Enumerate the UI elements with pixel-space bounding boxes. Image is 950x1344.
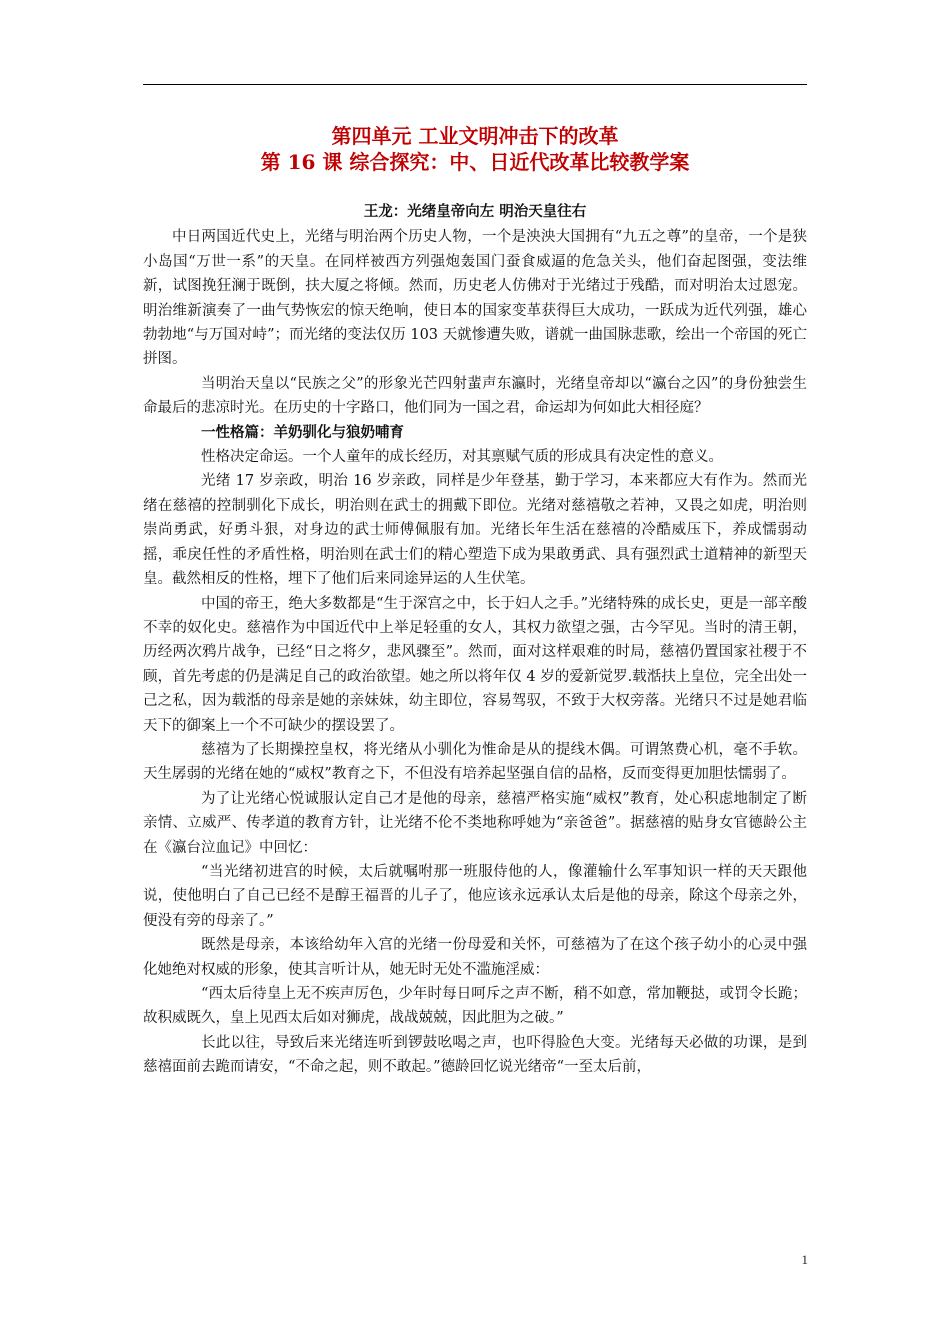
header-rule: [143, 84, 807, 85]
unit-title: 第四单元 工业文明冲击下的改革: [331, 124, 619, 148]
section-heading: 一性格篇：羊奶驯化与狼奶哺育: [201, 423, 404, 441]
body-paragraph: 为了让光绪心悦诚服认定自己才是他的母亲，慈禧严格实施“威权”教育，处心积虑地制定了断亲情、立威严、传孝道的教育方针，让光绪不伦不类地称呼她为“亲爸爸”。据慈禧的贴身女官德龄公主在《瀛台泣血记》中回忆：: [143, 790, 807, 856]
page-number: 1: [801, 1252, 808, 1267]
body-paragraph: 当明治天皇以“民族之父”的形象光芒四射蜚声东瀛时，光绪皇帝却以“瀛台之囚”的身份独尝生命最后的悲凉时光。在历史的十字路口，他们同为一国之君，命运却为何如此大相径庭？: [143, 375, 807, 417]
body-paragraph: 性格决定命运。一个人童年的成长经历，对其禀赋气质的形成具有决定性的意义。: [201, 449, 723, 466]
quote-paragraph: “当光绪初进宫的时候，太后就嘱咐那一班服侍他的人，像灌输什么军事知识一样的天天跟他说，使他明白了自己已经不是醇王福晋的儿子了，他应该永远承认太后是他的母亲，除这个母亲之外，便没有旁的母亲了。”: [143, 863, 807, 929]
body-paragraph: 中日两国近代史上，光绪与明治两个历史人物，一个是泱泱大国拥有“九五之尊”的皇帝，一个是狭小岛国“万世一系”的天皇。在同样被西方列强炮轰国门蚕食威逼的危急关头，他们奋起图强，变法维新，试图挽狂澜于既倒，扶大厦之将倾。然而，历史老人仿佛对于光绪过于残酷，而对明治太过恩宠。明治维新演奏了一曲气势恢宏的惊天绝响，使日本的国家变革获得巨大成功，一跃成为近代列强，雄心勃勃地“与万国对峙”；而光绪的变法仅历 103 天就惨遭失败，谱就一曲国脉悲歌，绘出一个帝国的死亡拼图。: [143, 229, 807, 368]
quote-paragraph: “西太后待皇上无不疾声厉色，少年时每日呵斥之声不断，稍不如意，常加鞭挞，或罚令长跪；故积威既久，皇上见西太后如对狮虎，战战兢兢，因此胆为之破。”: [143, 986, 807, 1027]
article-title: 王龙：光绪皇帝向左 明治天皇往右: [363, 203, 587, 220]
body-paragraph: 长此以往，导致后来光绪连听到锣鼓吆喝之声，也吓得脸色大变。光绪每天必做的功课，是到慈禧面前去跪而请安，“不命之起，则不敢起。”德龄回忆说光绪帝“一至太后前，: [143, 1034, 807, 1076]
lesson-title: 第 16 课 综合探究：中、日近代改革比较教学案: [260, 150, 690, 174]
body-paragraph: 光绪 17 岁亲政，明治 16 岁亲政，同样是少年登基，勤于学习，本来都应大有作为。然而光绪在慈禧的控制驯化下成长，明治则在武士的拥戴下即位。光绪对慈禧敬之若神，又畏之如虎，明治则崇尚勇武，好勇斗狠，对身边的武士师傅佩服有加。光绪长年生活在慈禧的冷酷威压下，养成懦弱动摇，乖戾任性的矛盾性格，明治则在武士们的精心塑造下成为果敢勇武、具有强烈武士道精神的新型天皇。截然相反的性格，埋下了他们后来同途异运的人生伏笔。: [143, 473, 807, 588]
body-paragraph: 既然是母亲，本该给幼年入宫的光绪一份母爱和关怀，可慈禧为了在这个孩子幼小的心灵中强化她绝对权威的形象，使其言听计从，她无时无处不滥施淫威：: [143, 937, 807, 978]
document-body: [143, 200, 807, 1080]
body-paragraph: 中国的帝王，绝大多数都是“生于深宫之中，长于妇人之手。”光绪特殊的成长史，更是一部辛酸不幸的奴化史。慈禧作为中国近代中上举足轻重的女人，其权力欲望之强，古今罕见。当时的清王朝，历经两次鸦片战争，已经“日之将夕，悲风骤至”。然而，面对这样艰难的时局，慈禧仍置国家社稷于不顾，首先考虑的仍是满足自己的政治欲望。她之所以将年仅 4 岁的爱新觉罗.载湉扶上皇位，完全出处一己之私，因为载湉的母亲是她的亲妹妹，幼主即位，容易驾驭，不致于大权旁落。光绪只不过是她君临天下的御案上一个不可缺少的摆设罢了。: [143, 595, 807, 734]
body-paragraph: 慈禧为了长期操控皇权，将光绪从小驯化为惟命是从的提线木偶。可谓煞费心机，毫不手软。天生孱弱的光绪在她的“威权”教育之下，不但没有培养起坚强自信的品格，反而变得更加胆怯懦弱了。: [143, 741, 807, 783]
